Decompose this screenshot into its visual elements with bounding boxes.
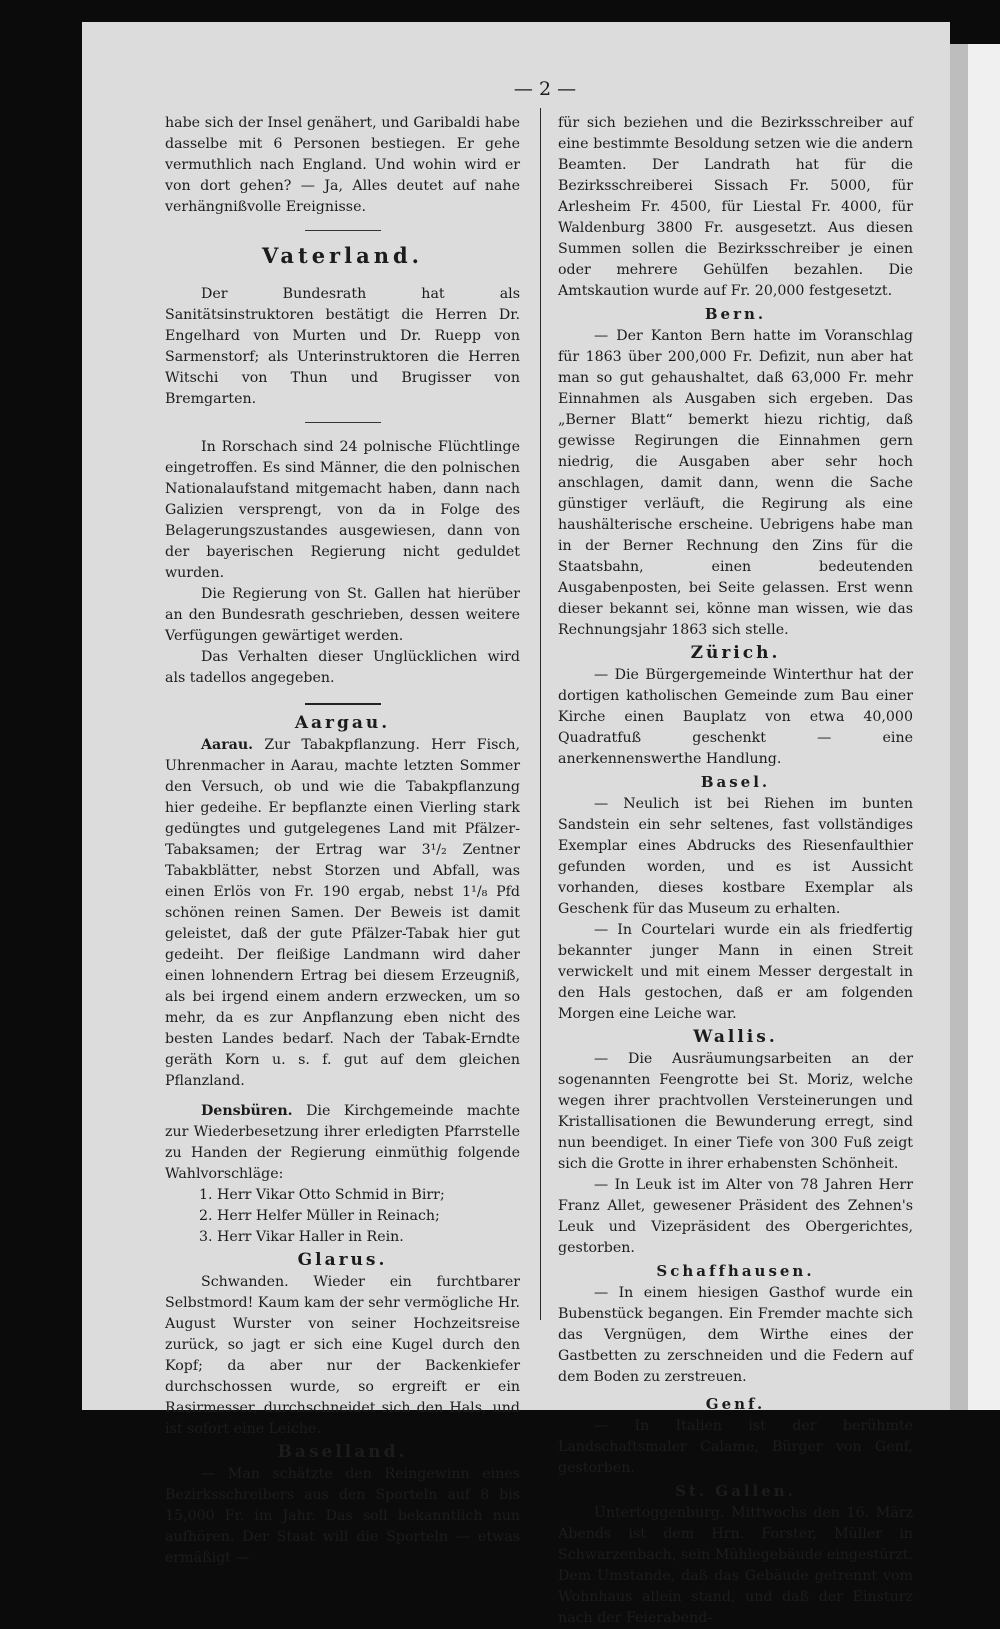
region-heading-wallis: Wallis. (693, 1027, 778, 1047)
article-text: Zur Tabakpflanzung. Herr Fisch, Uhrenmacher in Aarau, machte letzten Sommer den Versuch, ob und wie die Tabakpflanzung hier gedeihe. Er bepflanzte einen Vierling stark gedüngtes und gutgelegenes Land mit Pfälzer-Tabaksamen; der Ertrag war 3¹/₂ Zentner Tabakblätter, nebst Storzen und Abfall, was einen Erlös von Fr. 190 ergab, nebst 1¹/₈ Pfd schönen reinen Samen. Der Beweis ist damit geleistet, daß der gute Pfälzer-Tabak hier gut gedeiht. Der fleißige Landmann wird daher einen lohnendern Ertrag bei diesem Erzeugniß, als bei irgend einem andern erzwecken, um so mehr, da es zur Anpflanzung eben nicht des besten Landes bedarf. Nach der Tabak-Erndte geräth Korn u. s. f. gut auf dem gleichen Pflanzland. (165, 737, 520, 1089)
region-heading-aargau: Aargau. (294, 713, 391, 733)
region-heading-baselland: Baselland. (277, 1442, 408, 1462)
article-paragraph: — In Leuk ist im Alter von 78 Jahren Herr Franz Allet, gewesener Präsident des Zehnen's Leuk und Vizepräsident des Obergerichtes, gestorben. (558, 1177, 913, 1256)
article-paragraph: In Rorschach sind 24 polnische Flüchtlinge eingetroffen. Es sind Männer, die den polnischen Nationalaufstand mitgemacht haben, dann nach Galizien versprengt, von da in Folge des Belagerungszustandes ausgewiesen, dann von der bayerischen Regierung nicht geduldet wurden. (165, 439, 520, 581)
region-heading-bern: Bern. (704, 305, 767, 323)
column-divider (540, 108, 541, 1320)
article-paragraph: Die Regierung von St. Gallen hat hierüber an den Bundesrath geschrieben, dessen weitere Verfügungen gewärtiget werden. (165, 586, 520, 644)
continued-paragraph: für sich beziehen und die Bezirksschreiber auf eine bestimmte Besoldung setzen wie die andern Beamten. Der Landrath hat für die Bezirksschreiberei Sissach Fr. 5000, für Arlesheim Fr. 4500, für Liestal Fr. 4000, für Waldenburg 3800 Fr. ausgesetzt. Aus diesen Summen sollen die Bezirksschreiber je einen oder mehrere Gehülfen bezahlen. Die Amtskaution wurde auf Fr. 20,000 festgesetzt. (558, 115, 913, 299)
candidate-list (165, 1185, 520, 1248)
region-heading-basel: Basel. (700, 773, 771, 791)
article-paragraph: — Man schätzte den Reingewinn eines Bezirksschreibers aus den Sporteln auf 8 bis 15,000 Fr. im Jahr. Das soll bekanntlich nun aufhören. Der Staat will die Sporteln — etwas ermäßigt — (165, 1466, 520, 1566)
article-paragraph: Untertoggenburg. Mittwochs den 16. März Abends ist dem Hrn. Forster, Müller in Schwarzenbach, sein Mühlegebäude eingestürzt. Dem Umstande, daß das Gebäude getrennt vom Wohnhaus allein stand, und daß der Einsturz nach der Feierabend- (558, 1505, 913, 1626)
article-paragraph: — Die Ausräumungsarbeiten an der sogenannten Feengrotte bei St. Moriz, welche wegen ihrer prachtvollen Versteinerungen und Kristallisationen die Bewunderung erregt, sind nun beendiget. In einer Tiefe von 300 Fuß zeigt sich die Grotte in ihrer erhabensten Schönheit. (558, 1051, 913, 1172)
article-paragraph: — Neulich ist bei Riehen im bunten Sandstein ein sehr seltenes, fast vollständiges Exemplar eines Abdrucks des Riesenfaulthier gefunden worden, und es ist Aussicht vorhanden, dieses kostbare Exemplar als Geschenk für das Museum zu erhalten. (558, 796, 913, 917)
article-paragraph: Der Bundesrath hat als Sanitätsinstruktoren bestätigt die Herren Dr. Engelhard von Murten und Dr. Ruepp von Sarmenstorf; als Unterinstruktoren die Herren Witschi von Thun und Brugisser von Bremgarten. (165, 286, 520, 407)
region-heading-zuerich: Zürich. (690, 643, 781, 663)
article-text: Die Kirchgemeinde machte zur Wiederbesetzung ihrer erledigten Pfarrstelle zu Handen der Regierung einmüthig folgende Wahlvorschläge: (165, 1103, 520, 1182)
article-paragraph: — Der Kanton Bern hatte im Voranschlag für 1863 über 200,000 Fr. Defizit, nun aber hat man so gut gehaushaltet, daß 63,000 Fr. mehr Einnahmen als Ausgaben sich ergeben. Das „Berner Blatt“ bemerkt hiezu richtig, daß gewisse Regirungen die Einnahmen gern niedrig, die Ausgaben aber sehr hoch anschlagen, damit dann, wenn die Sache günstiger verläuft, die Regirung als eine haushälterische erscheine. Uebrigens habe man in der Berner Rechnung den Zins für die Staatsbahn, einen bedeutenden Ausgabenposten, bei Seite gelassen. Erst wenn dieser bekannt sei, könne man wissen, wie das Rechnungsjahr 1863 sich stelle. (558, 328, 913, 638)
list-item: 3. Herr Vikar Haller in Rein. (199, 1229, 404, 1245)
region-heading-stgallen: St. Gallen. (675, 1482, 796, 1500)
page-edge-shadow (950, 44, 968, 1410)
article-paragraph: — In Italien ist der berühmte Landschaftsmaler Calame, Bürger von Genf, gestorben. (558, 1418, 913, 1476)
list-item: 2. Herr Helfer Müller in Reinach; (199, 1208, 440, 1224)
page-number: — 2 — (513, 78, 577, 100)
section-rule (305, 703, 381, 705)
list-item: 1. Herr Vikar Otto Schmid in Birr; (199, 1187, 445, 1203)
continued-paragraph: habe sich der Insel genähert, und Garibaldi habe dasselbe mit 6 Personen bestiegen. Er gehe vermuthlich nach England. Und wohin wird er von dort gehen? — Ja, Alles deutet auf nahe verhängnißvolle Ereignisse. (165, 115, 520, 215)
article-paragraph: — Die Bürgergemeinde Winterthur hat der dortigen katholischen Gemeinde zum Bau einer Kirche einen Bauplatz von etwa 40,000 Quadratfuß geschenkt — eine anerkennenswerthe Handlung. (558, 667, 913, 767)
article-paragraph: Schwanden. Wieder ein furchtbarer Selbstmord! Kaum kam der sehr vermögliche Hr. August Wurster von seiner Hochzeitsreise zurück, so jagt er sich eine Kugel durch den Kopf; da aber nur der Backenkiefer durchschossen wurde, so ergreift er ein Rasirmesser, durchschneidet sich den Hals, und ist sofort eine Leiche. (165, 1274, 520, 1437)
place-lead: Densbüren. (201, 1103, 293, 1119)
section-title: Vaterland. (262, 243, 423, 268)
article-rule (305, 422, 381, 423)
region-heading-genf: Genf. (705, 1395, 766, 1413)
section-rule (305, 230, 381, 231)
place-lead: Aarau. (201, 737, 254, 753)
next-page-strip (968, 44, 1000, 1410)
article-paragraph: Das Verhalten dieser Unglücklichen wird als tadellos angegeben. (165, 649, 520, 686)
article-paragraph: — In einem hiesigen Gasthof wurde ein Bubenstück begangen. Ein Fremder machte sich das Vergnügen, dem Wirthe eines der Gastbetten zu zerschneiden und die Federn auf dem Boden zu zerstreuen. (558, 1285, 913, 1385)
region-heading-glarus: Glarus. (297, 1250, 388, 1270)
left-column (165, 113, 520, 1569)
article-paragraph: — In Courtelari wurde ein als friedfertig bekannter junger Mann in einen Streit verwickelt und mit einem Messer dergestalt in den Hals gestochen, daß er am folgenden Morgen eine Leiche war. (558, 922, 913, 1022)
region-heading-schaffhausen: Schaffhausen. (656, 1262, 815, 1280)
right-column (558, 113, 913, 1629)
